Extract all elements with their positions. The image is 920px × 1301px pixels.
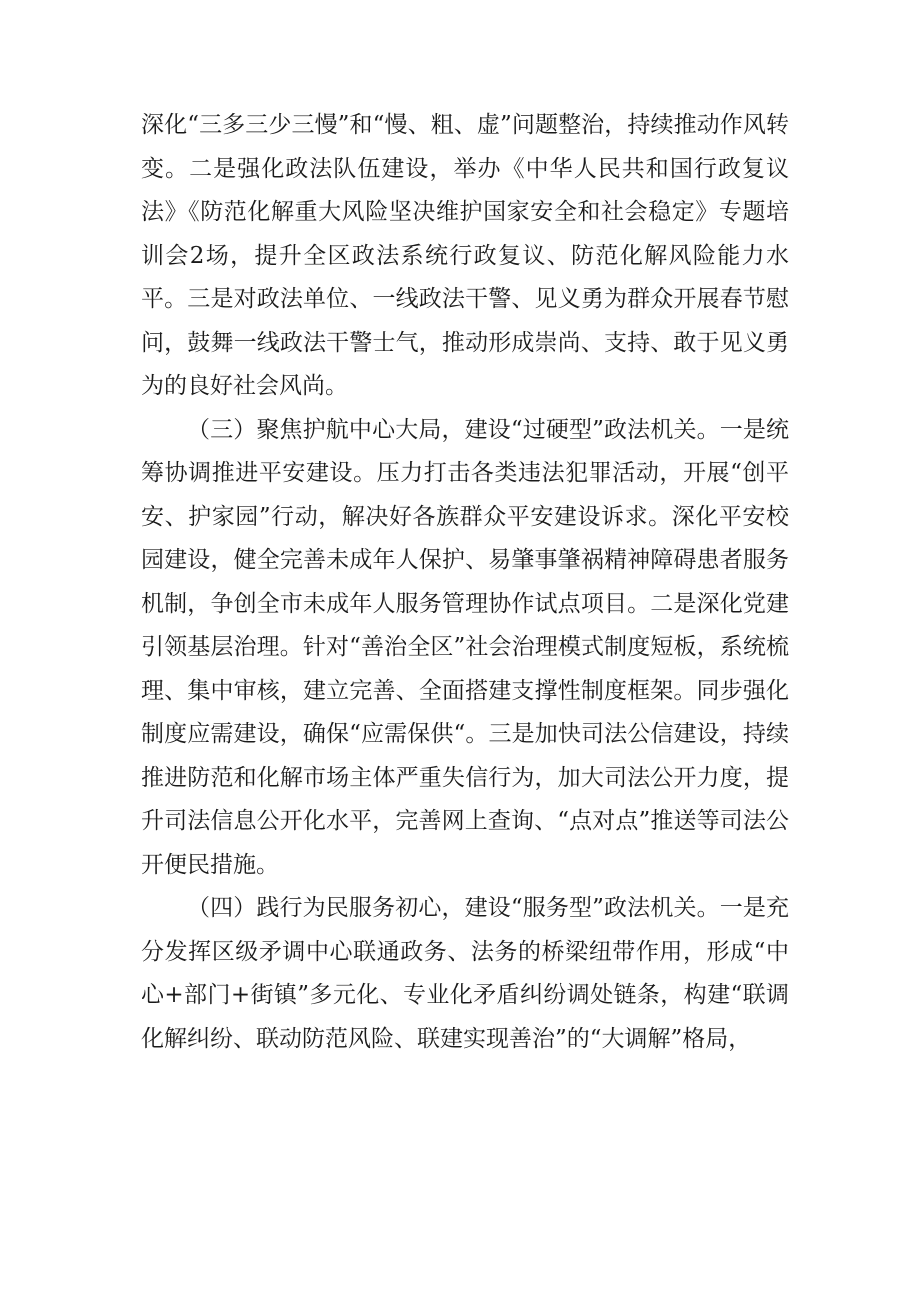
paragraph-1: 深化“三多三少三慢”和“慢、粗、虚”问题整治，持续推动作风转变。二是强化政法队伍建设，举办《中华人民共和国行政复议法》《防范化解重大风险坚决维护国家安全和社会稳定》专题培训会2场，提升全区政法系统行政复议、防范化解风险能力水平。三是对政法单位、一线政法干警、见义勇为群众开展春节慰问，鼓舞一线政法干警士气，推动形成崇尚、支持、敢于见义勇为的良好社会风尚。 <box>141 112 789 399</box>
document-body <box>141 104 789 1061</box>
paragraph-2: （三）聚焦护航中心大局，建设“过硬型”政法机关。一是统筹协调推进平安建设。压力打击各类违法犯罪活动，开展“创平安、护家园”行动，解决好各族群众平安建设诉求。深化平安校园建设，健全完善未成年人保护、易肇事肇祸精神障碍患者服务机制，争创全市未成年人服务管理协作试点项目。二是深化党建引领基层治理。针对“善治全区”社会治理模式制度短板，系统梳理、集中审核，建立完善、全面搭建支撑性制度框架。同步强化制度应需建设，确保“应需保供“。三是加快司法公信建设，持续推进防范和化解市场主体严重失信行为，加大司法公开力度，提升司法信息公开化水平，完善网上查询、“点对点”推送等司法公开便民措施。 <box>141 416 789 878</box>
paragraph-3: （四）践行为民服务初心，建设“服务型”政法机关。一是充分发挥区级矛调中心联通政务、法务的桥梁纽带作用，形成“中心+部门+街镇”多元化、专业化矛盾纠纷调处链条，构建“联调化解纠纷、联动防范风险、联建实现善治”的“大调解”格局， <box>141 895 789 1052</box>
